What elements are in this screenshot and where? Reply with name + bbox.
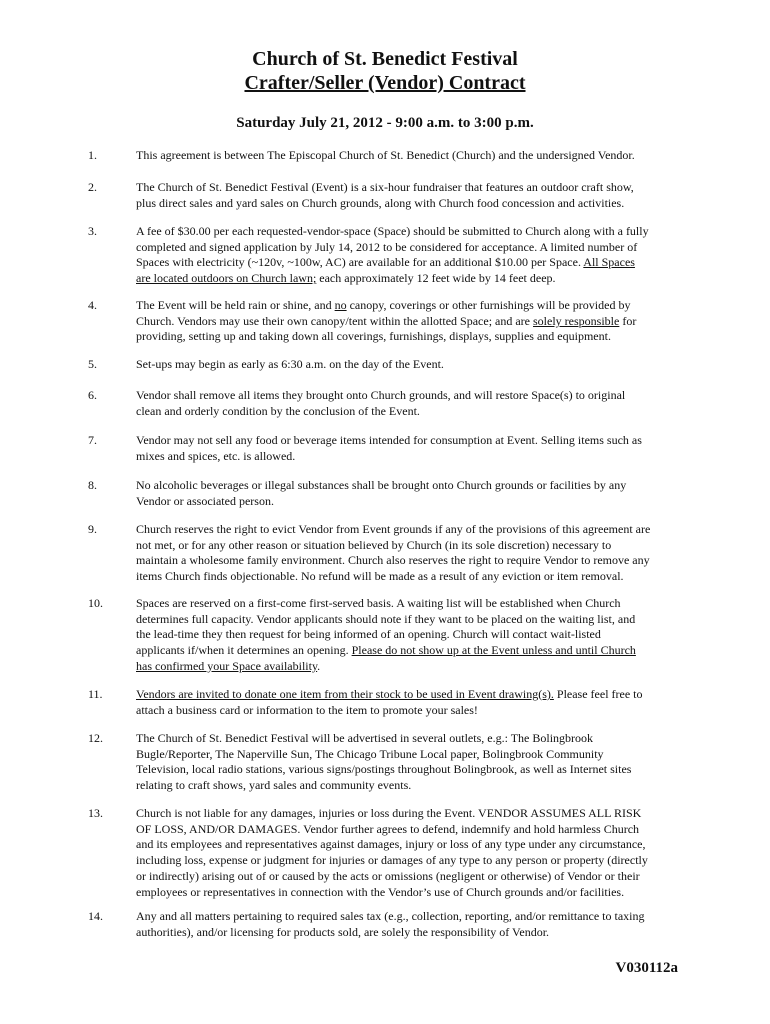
clause-line	[136, 853, 686, 869]
clause-number: 3.	[88, 224, 97, 238]
clause-line	[136, 538, 686, 554]
clause-line	[136, 643, 686, 659]
event-date-line: Saturday July 21, 2012 - 9:00 a.m. to 3:00 p.m.	[236, 115, 534, 131]
underlined-text: solely responsible	[533, 313, 620, 328]
text-segment: attach a business card or information to the item to promote your sales!	[136, 702, 478, 717]
underlined-text: Vendors are invited to donate one item from their stock to be used in Event drawing(s).	[136, 687, 554, 701]
clause-number: 1.	[88, 148, 97, 162]
text-segment: and its employees and representatives against damages, injury or loss of any type under any circumstance,	[136, 837, 646, 852]
text-segment: Vendor may not sell any food or beverage items intended for consumption at Event. Selling items such as	[136, 433, 642, 447]
clause-line	[136, 747, 686, 763]
clause-line	[136, 687, 686, 703]
clause-line	[136, 314, 686, 330]
text-segment: determines full capacity. Vendor applicants should note if they want to be placed on the waiting list, and	[136, 611, 636, 626]
text-segment: items Church finds objectionable. No refund will be made as a result of any eviction or item removal.	[136, 569, 624, 584]
text-segment: relating to craft shows, yard sales and community events.	[136, 778, 412, 793]
text-segment: mixes and spices, etc. is allowed.	[136, 448, 296, 463]
clause-line	[136, 837, 686, 853]
text-segment: Vendor shall remove all items they brought onto Church grounds, and will restore Space(s) to original	[136, 388, 626, 402]
clause-line	[136, 522, 686, 538]
clause-line	[136, 478, 686, 494]
clause-line	[136, 180, 686, 196]
clause-text	[136, 180, 686, 211]
clause-line	[136, 494, 686, 510]
clause-number: 5.	[88, 357, 97, 371]
clause-line	[136, 822, 686, 838]
clause-line	[136, 885, 686, 901]
clause-line	[136, 433, 686, 449]
text-segment: each approximately 12 feet wide by 14 feet deep.	[316, 271, 556, 286]
clause-text	[136, 298, 686, 345]
underlined-text: Please do not show up at the Event unless and until Church	[351, 643, 636, 658]
clause-number: 4.	[88, 298, 97, 312]
clause-text	[136, 224, 686, 287]
clause-number: 9.	[88, 522, 97, 536]
clause-number: 2.	[88, 180, 97, 194]
clause-text	[136, 522, 686, 585]
clause-number: 10.	[88, 596, 103, 610]
text-segment: Bugle/Reporter, The Naperville Sun, The Chicago Tribune Local paper, Bolingbrook Community	[136, 746, 604, 761]
clause-line	[136, 553, 686, 569]
clause-line	[136, 806, 686, 822]
clause-text	[136, 478, 686, 509]
clause-line	[136, 596, 686, 612]
text-segment: This agreement is between The Episcopal Church of St. Benedict (Church) and the undersigned Vendor.	[136, 148, 635, 162]
text-segment: not met, or for any other reason or situation believed by Church (in its sole discretion) necessary to	[136, 537, 612, 552]
clause-line	[136, 404, 686, 420]
clause-number: 14.	[88, 909, 103, 923]
text-segment: for	[619, 313, 637, 328]
clause-number: 6.	[88, 388, 97, 402]
underlined-text: no	[334, 298, 347, 312]
clause-text	[136, 806, 686, 900]
clause-line	[136, 627, 686, 643]
clause-number: 13.	[88, 806, 103, 820]
document-subtitle: Crafter/Seller (Vendor) Contract	[244, 72, 526, 94]
clause-line	[136, 271, 686, 287]
text-segment: providing, setting up and taking down all coverings, furnishings, displays, supplies and equipment.	[136, 329, 611, 344]
text-segment: clean and orderly condition by the conclusion of the Event.	[136, 403, 420, 418]
clause-line	[136, 659, 686, 675]
text-segment: Spaces with electricity (~120v, ~100w, AC) are available for an additional $10.00 per Space.	[136, 255, 584, 270]
clause-line	[136, 612, 686, 628]
text-segment: .	[317, 658, 321, 673]
text-segment: Television, local radio stations, various signs/postings throughout Bolingbrook, as well as Internet sites	[136, 762, 632, 777]
clause-line	[136, 778, 686, 794]
clause-line	[136, 925, 686, 941]
clause-line	[136, 298, 686, 314]
clause-line	[136, 569, 686, 585]
clause-line	[136, 224, 686, 240]
clause-text	[136, 388, 686, 419]
text-segment: No alcoholic beverages or illegal substances shall be brought onto Church grounds or facilities by any	[136, 478, 627, 492]
clause-line	[136, 762, 686, 778]
text-segment: employees or representatives in connection with the Vendor’s use of Church grounds and/or facilities.	[136, 884, 625, 899]
underlined-text: All Spaces	[583, 255, 635, 270]
underlined-text: are located outdoors on Church lawn;	[136, 271, 317, 286]
text-segment: applicants if/when it determines an opening.	[136, 643, 352, 658]
document-code: V030112a	[615, 960, 678, 976]
text-segment: Church is not liable for any damages, injuries or loss during the Event. VENDOR ASSUMES ALL RISK	[136, 806, 642, 820]
text-segment: authorities), and/or licensing for products sold, are solely the responsibility of Vendor.	[136, 924, 550, 939]
text-segment: plus direct sales and yard sales on Church grounds, along with Church food concession and activities.	[136, 195, 625, 210]
clause-text	[136, 433, 686, 464]
clause-line	[136, 449, 686, 465]
text-segment: Church. Vendors may use their own canopy/tent within the allotted Space; and are	[136, 313, 534, 328]
clause-number: 11.	[88, 687, 103, 701]
text-segment: or indirectly) arising out of or caused by the acts or omissions (negligent or otherwise) of Vendor or their	[136, 868, 640, 883]
clause-text	[136, 357, 686, 373]
text-segment: Vendor or associated person.	[136, 493, 274, 508]
text-segment: Set-ups may begin as early as 6:30 a.m. on the day of the Event.	[136, 357, 444, 371]
clause-line	[136, 196, 686, 212]
text-segment: The Church of St. Benedict Festival will be advertised in several outlets, e.g.: The Bolingbrook	[136, 731, 594, 745]
clause-line	[136, 148, 686, 164]
clause-number: 7.	[88, 433, 97, 447]
clause-line	[136, 388, 686, 404]
text-segment: Any and all matters pertaining to required sales tax (e.g., collection, reporting, and/or remittance to taxing	[136, 909, 645, 923]
clause-line	[136, 869, 686, 885]
text-segment: completed and signed application by July 14, 2012 to be considered for acceptance. A limited number of	[136, 239, 638, 254]
text-segment: OF LOSS, AND/OR DAMAGES. Vendor further agrees to defend, indemnify and hold harmless Church	[136, 821, 640, 836]
underlined-text: has confirmed your Space availability	[136, 658, 318, 673]
clause-text	[136, 596, 686, 675]
text-segment: maintain a wholesome family environment. Church also reserves the right to require Vendor to remove any	[136, 553, 650, 568]
clause-line	[136, 357, 686, 373]
text-segment: including loss, expense or judgment for injuries or damages of any type to any person or property (directly	[136, 853, 648, 868]
clause-line	[136, 731, 686, 747]
text-segment: canopy, coverings or other furnishings will be provided by	[346, 298, 631, 312]
clause-number: 12.	[88, 731, 103, 745]
clause-text	[136, 731, 686, 794]
text-segment: A fee of $30.00 per each requested-vendor-space (Space) should be submitted to Church along with a fully	[136, 224, 649, 238]
text-segment: Spaces are reserved on a first-come first-served basis. A waiting list will be established when Church	[136, 596, 621, 610]
text-segment: The Church of St. Benedict Festival (Event) is a six-hour fundraiser that features an outdoor craft show,	[136, 180, 634, 194]
text-segment: The Event will be held rain or shine, and	[136, 298, 335, 312]
clause-text	[136, 687, 686, 718]
clause-line	[136, 909, 686, 925]
text-segment: the lead-time they then request for being informed of an opening. Church will contact wait-listed	[136, 627, 601, 642]
clause-line	[136, 703, 686, 719]
text-segment: Please feel free to	[553, 687, 643, 701]
clause-number: 8.	[88, 478, 97, 492]
clause-line	[136, 240, 686, 256]
clause-text	[136, 909, 686, 940]
clause-line	[136, 329, 686, 345]
document-title: Church of St. Benedict Festival	[252, 48, 518, 70]
text-segment: Church reserves the right to evict Vendor from Event grounds if any of the provisions of this agreement are	[136, 522, 651, 536]
clause-line	[136, 255, 686, 271]
clause-text	[136, 148, 686, 164]
